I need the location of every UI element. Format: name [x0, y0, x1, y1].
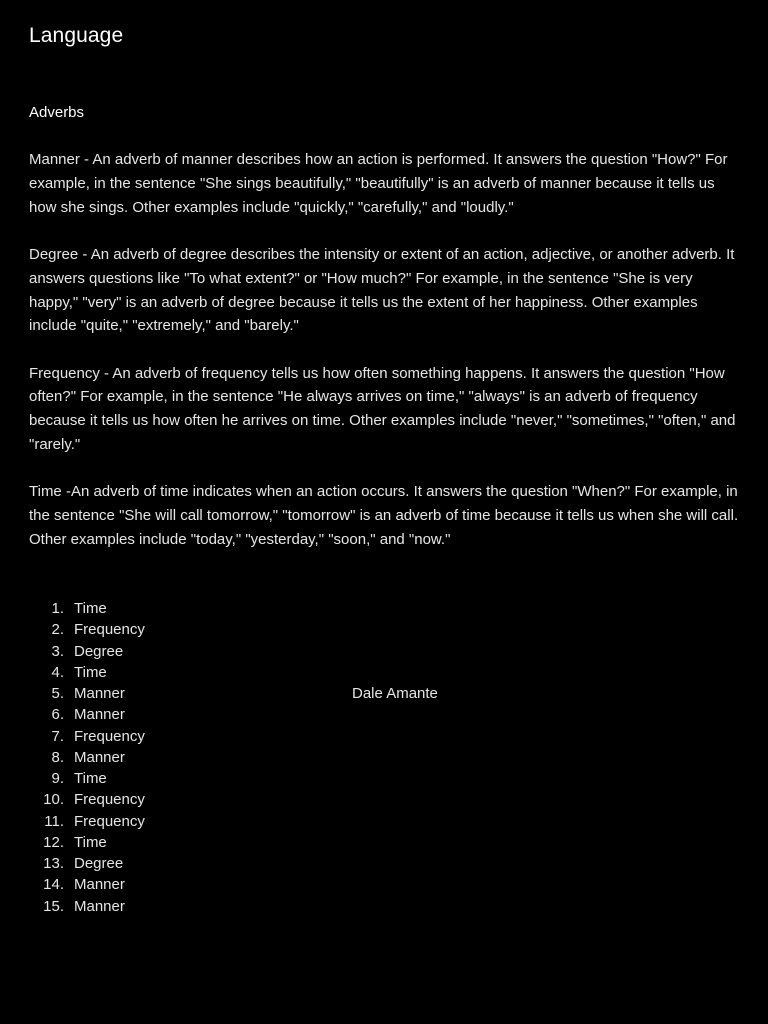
- list-item-number: 15.: [43, 897, 64, 915]
- list-item: [29, 726, 145, 747]
- list-item: [29, 662, 145, 683]
- list-item-number: 7.: [51, 727, 64, 745]
- list-item-number: 3.: [51, 642, 64, 660]
- list-item: [29, 683, 145, 704]
- list-item-number: 10.: [43, 791, 64, 809]
- note-body[interactable]: [29, 101, 741, 575]
- list-item-number: 13.: [43, 855, 64, 872]
- list-item-value: Frequency: [74, 791, 145, 809]
- list-item-value: Manner: [74, 876, 125, 894]
- list-item-value: Manner: [74, 897, 125, 915]
- list-item-number: 5.: [51, 685, 64, 702]
- list-item: [29, 811, 145, 832]
- list-item: [29, 619, 145, 640]
- list-item: [29, 704, 145, 725]
- list-item: [29, 598, 145, 619]
- list-item: [29, 832, 145, 853]
- list-item: [29, 641, 145, 662]
- list-item-number: 6.: [51, 706, 64, 724]
- section-heading: Adverbs: [29, 104, 85, 121]
- list-item-value: Time: [74, 833, 107, 851]
- list-item-value: Manner: [74, 706, 125, 724]
- list-item-value: Degree: [74, 855, 124, 872]
- list-item-value: Degree: [74, 642, 124, 660]
- list-item-number: 14.: [43, 876, 64, 894]
- list-item-number: 9.: [51, 770, 64, 787]
- list-item: [29, 896, 145, 917]
- list-item-value: Manner: [74, 685, 125, 702]
- list-item-number: 12.: [43, 833, 64, 851]
- page-title: Language: [29, 24, 124, 47]
- paragraph-manner: Manner - An adverb of manner describes how an action is performed. It answers the question "How?" For example, in the sentence "She sings beautifully," "beautifully" is an adverb of manner because it tells us how she sings. Other examples include "quickly," "carefully," and "loudly.": [29, 151, 728, 216]
- paragraph-degree: Degree - An adverb of degree describes the intensity or extent of an action, adjective, or another adverb. It answers questions like "To what extent?" or "How much?" For example, in the sentence "She is very happy," "very" is an adverb of degree because it tells us the extent of her happiness. Other examples include "quite," "extremely," and "barely.": [29, 246, 735, 335]
- list-item: [29, 768, 145, 789]
- paragraph-frequency: Frequency - An adverb of frequency tells us how often something happens. It answers the question "How often?" For example, in the sentence "He always arrives on time," "always" is an adverb of frequency because it tells us how often he arrives on time. Other examples include "never," "sometimes," "often," and "rarely.": [29, 364, 736, 453]
- list-item: [29, 853, 145, 874]
- list-item-value: Manner: [74, 748, 125, 766]
- list-item-number: 4.: [51, 663, 64, 681]
- author-name: Dale Amante: [352, 685, 438, 702]
- list-item-number: 2.: [51, 621, 64, 639]
- answer-list: [29, 598, 145, 917]
- list-item-number: 11.: [44, 812, 64, 830]
- list-item-value: Frequency: [74, 727, 145, 745]
- list-item-value: Frequency: [74, 621, 145, 639]
- list-item-value: Time: [74, 770, 107, 787]
- list-item-value: Frequency: [74, 812, 145, 830]
- list-item-number: 8.: [51, 748, 64, 766]
- paragraph-time: Time -An adverb of time indicates when an action occurs. It answers the question "When?" For example, in the sentence "She will call tomorrow," "tomorrow" is an adverb of time because it tells us when she will call. Other examples include "today," "yesterday," "soon," and "now.": [29, 483, 739, 548]
- list-item: [29, 747, 145, 768]
- list-item-number: 1.: [51, 600, 64, 617]
- list-item-value: Time: [74, 663, 107, 681]
- list-item: [29, 874, 145, 895]
- list-item-value: Time: [74, 600, 107, 617]
- list-item: [29, 789, 145, 810]
